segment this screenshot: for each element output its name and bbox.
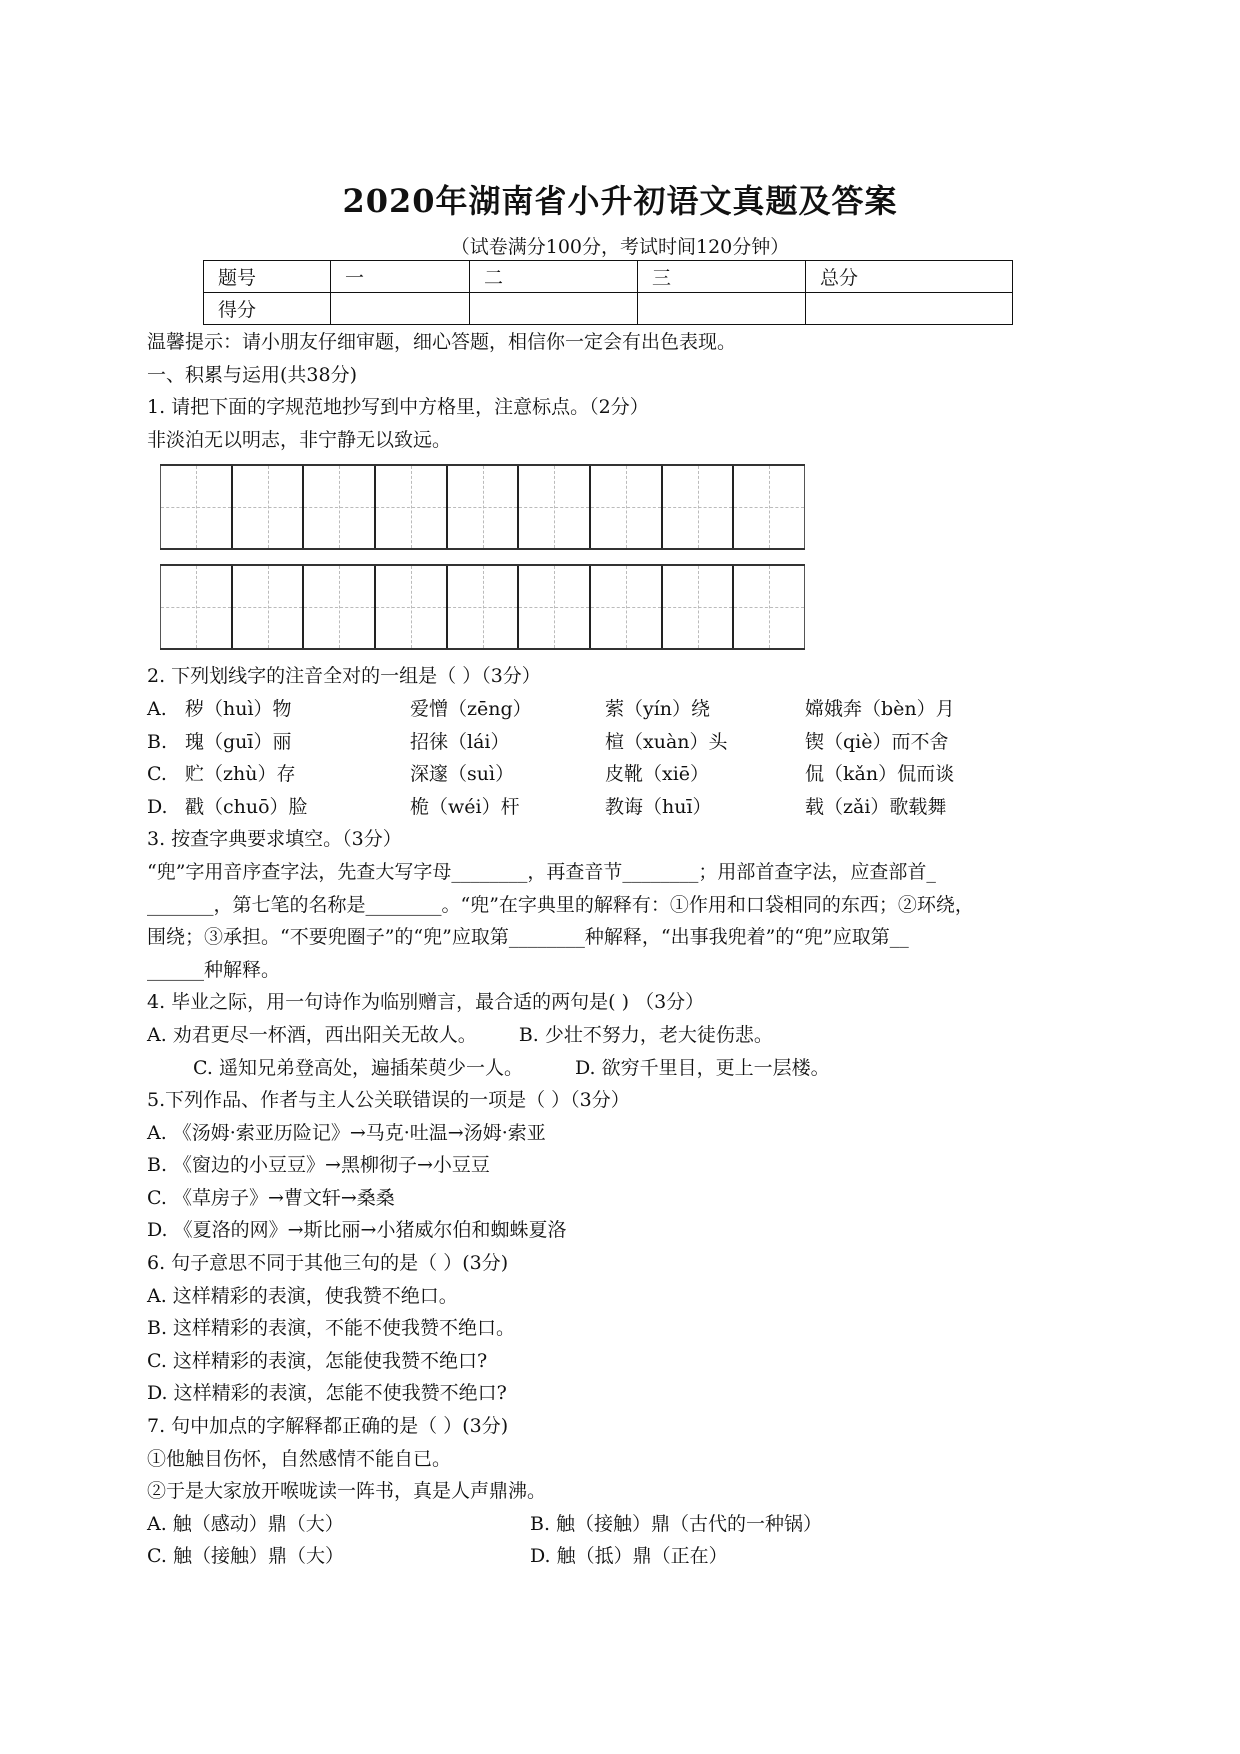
fill-blank-line[interactable]: ______种解释。 bbox=[147, 958, 281, 981]
option-text: 深邃（suì） bbox=[410, 763, 515, 786]
option-c[interactable]: C. 遥知兄弟登高处，遍插茱萸少一人。 bbox=[193, 1056, 523, 1079]
grid-cell[interactable] bbox=[589, 566, 661, 648]
option-b[interactable]: B. 《窗边的小豆豆》→黑柳彻子→小豆豆 bbox=[147, 1154, 490, 1177]
table-row bbox=[204, 293, 1013, 325]
option-text: 贮（zhù）存 bbox=[185, 763, 296, 786]
writing-grid-row-2[interactable] bbox=[160, 564, 805, 650]
score-input-cell[interactable] bbox=[470, 293, 638, 325]
tip: 温馨提示：请小朋友仔细审题，细心答题，相信你一定会有出色表现。 bbox=[147, 331, 737, 353]
fill-blank-line[interactable]: _______，第七笔的名称是________。“兜”在字典里的解释有：①作用和口袋相同的东西；②环绕， bbox=[147, 893, 974, 916]
option-row[interactable] bbox=[147, 1052, 1107, 1085]
option-row[interactable] bbox=[147, 1540, 1107, 1573]
grid-cell[interactable] bbox=[231, 466, 303, 548]
grid-cell[interactable] bbox=[302, 466, 374, 548]
table-cell: 总分 bbox=[806, 261, 1013, 293]
option-d[interactable]: D. 《夏洛的网》→斯比丽→小猪威尔伯和蜘蛛夏洛 bbox=[147, 1219, 567, 1242]
grid-cell[interactable] bbox=[517, 466, 589, 548]
option-b[interactable]: B. 这样精彩的表演，不能不使我赞不绝口。 bbox=[147, 1317, 516, 1340]
option-a[interactable]: A. 《汤姆·索亚历险记》→马克·吐温→汤姆·索亚 bbox=[147, 1121, 546, 1144]
score-input-cell[interactable] bbox=[331, 293, 470, 325]
option-row[interactable] bbox=[147, 1019, 1107, 1052]
table-row bbox=[204, 261, 1013, 293]
option-text: 锲（qiè）而不舍 bbox=[805, 730, 949, 753]
option-d[interactable]: D. 这样精彩的表演，怎能不使我赞不绝口? bbox=[147, 1382, 507, 1405]
grid-cell[interactable] bbox=[446, 466, 518, 548]
option-text: 桅（wéi）杆 bbox=[410, 795, 520, 818]
option-text: 爱憎（zēng） bbox=[410, 697, 532, 720]
option-c[interactable]: C. 这样精彩的表演，怎能使我赞不绝口? bbox=[147, 1349, 488, 1372]
question-stem: 1. 请把下面的字规范地抄写到中方格里，注意标点。（2分） bbox=[147, 396, 649, 419]
option-b[interactable]: B. 触（接触）鼎（古代的一种锅） bbox=[530, 1512, 823, 1535]
option-c[interactable]: C. 触（接触）鼎（大） bbox=[147, 1545, 344, 1568]
option-text: 载（zǎi）歌载舞 bbox=[805, 795, 947, 818]
question-stem: 4. 毕业之际，用一句诗作为临别赠言，最合适的两句是( ) （3分） bbox=[147, 991, 705, 1014]
grid-cell[interactable] bbox=[589, 466, 661, 548]
option-d[interactable]: D. 触（抵）鼎（正在） bbox=[530, 1545, 728, 1568]
option-key: C. bbox=[147, 763, 167, 786]
option-a[interactable]: A. 劝君更尽一杯酒，西出阳关无故人。 bbox=[147, 1023, 477, 1046]
option-text: 招徕（lái） bbox=[410, 730, 510, 753]
exam-content bbox=[147, 326, 1107, 1573]
option-text: 侃（kǎn）侃而谈 bbox=[805, 763, 955, 786]
table-cell: 一 bbox=[331, 261, 470, 293]
exam-info: （试卷满分100分，考试时间120分钟） bbox=[450, 236, 790, 258]
question-stem: 6. 句子意思不同于其他三句的是（ ）(3分) bbox=[147, 1252, 509, 1275]
grid-cell[interactable] bbox=[160, 466, 231, 548]
question-stem: 2. 下列划线字的注音全对的一组是（ ）（3分） bbox=[147, 665, 541, 688]
option-a[interactable]: A. 这样精彩的表演，使我赞不绝口。 bbox=[147, 1284, 458, 1307]
option-text: 戳（chuō）脸 bbox=[185, 795, 308, 818]
option-key: D. bbox=[147, 795, 168, 818]
grid-cell[interactable] bbox=[374, 466, 446, 548]
grid-cell[interactable] bbox=[374, 566, 446, 648]
option-text: 秽（huì）物 bbox=[185, 697, 292, 720]
option-text: 嫦娥奔（bèn）月 bbox=[805, 697, 955, 720]
option-row[interactable] bbox=[147, 693, 1107, 726]
option-b[interactable]: B. 少壮不努力，老大徒伤悲。 bbox=[518, 1023, 773, 1046]
grid-cell[interactable] bbox=[446, 566, 518, 648]
table-cell: 三 bbox=[638, 261, 806, 293]
fill-blank-line[interactable]: “兜”字用音序查字法，先查大写字母________，再查音节________；用部首查字法，应查部首_ bbox=[147, 860, 936, 883]
grid-cell[interactable] bbox=[732, 466, 805, 548]
sentence: ②于是大家放开喉咙读一阵书，真是人声鼎沸。 bbox=[147, 1480, 547, 1503]
grid-cell[interactable] bbox=[160, 566, 231, 648]
page-title: 2020年湖南省小升初语文真题及答案 bbox=[342, 182, 898, 220]
table-cell: 得分 bbox=[204, 293, 331, 325]
option-row[interactable] bbox=[147, 791, 1107, 824]
writing-grid-row-1[interactable] bbox=[160, 464, 805, 550]
option-key: A. bbox=[147, 697, 167, 720]
option-text: 萦（yín）绕 bbox=[605, 697, 711, 720]
option-row[interactable] bbox=[147, 1508, 1107, 1541]
option-key: B. bbox=[147, 730, 168, 753]
table-cell: 题号 bbox=[204, 261, 331, 293]
fill-blank-line[interactable]: 围绕；③承担。“不要兜圈子”的“兜”应取第________种解释，“出事我兜着”的“兜”应取第__ bbox=[147, 926, 909, 949]
score-table bbox=[203, 260, 1013, 325]
grid-cell[interactable] bbox=[661, 566, 733, 648]
option-a[interactable]: A. 触（感动）鼎（大） bbox=[147, 1512, 344, 1535]
option-text: 楦（xuàn）头 bbox=[605, 730, 728, 753]
option-c[interactable]: C. 《草房子》→曹文轩→桑桑 bbox=[147, 1186, 395, 1209]
question-stem: 7. 句中加点的字解释都正确的是（ ）(3分) bbox=[147, 1415, 509, 1438]
option-text: 皮靴（xiē） bbox=[605, 763, 710, 786]
grid-cell[interactable] bbox=[231, 566, 303, 648]
copy-text: 非淡泊无以明志，非宁静无以致远。 bbox=[147, 428, 452, 451]
option-d[interactable]: D. 欲穷千里目，更上一层楼。 bbox=[574, 1056, 830, 1079]
section-heading: 一、积累与运用(共38分) bbox=[147, 363, 358, 386]
sentence: ①他触目伤怀，自然感情不能自已。 bbox=[147, 1447, 452, 1470]
option-text: 瑰（guī）丽 bbox=[185, 730, 292, 753]
grid-cell[interactable] bbox=[302, 566, 374, 648]
option-row[interactable] bbox=[147, 726, 1107, 759]
table-cell: 二 bbox=[470, 261, 638, 293]
grid-cell[interactable] bbox=[732, 566, 805, 648]
score-input-cell[interactable] bbox=[806, 293, 1013, 325]
grid-cell[interactable] bbox=[517, 566, 589, 648]
grid-cell[interactable] bbox=[661, 466, 733, 548]
question-stem: 3. 按查字典要求填空。（3分） bbox=[147, 828, 402, 851]
question-stem: 5.下列作品、作者与主人公关联错误的一项是（ ）（3分） bbox=[147, 1089, 630, 1112]
option-row[interactable] bbox=[147, 758, 1107, 791]
score-input-cell[interactable] bbox=[638, 293, 806, 325]
option-text: 教诲（huī） bbox=[605, 795, 712, 818]
